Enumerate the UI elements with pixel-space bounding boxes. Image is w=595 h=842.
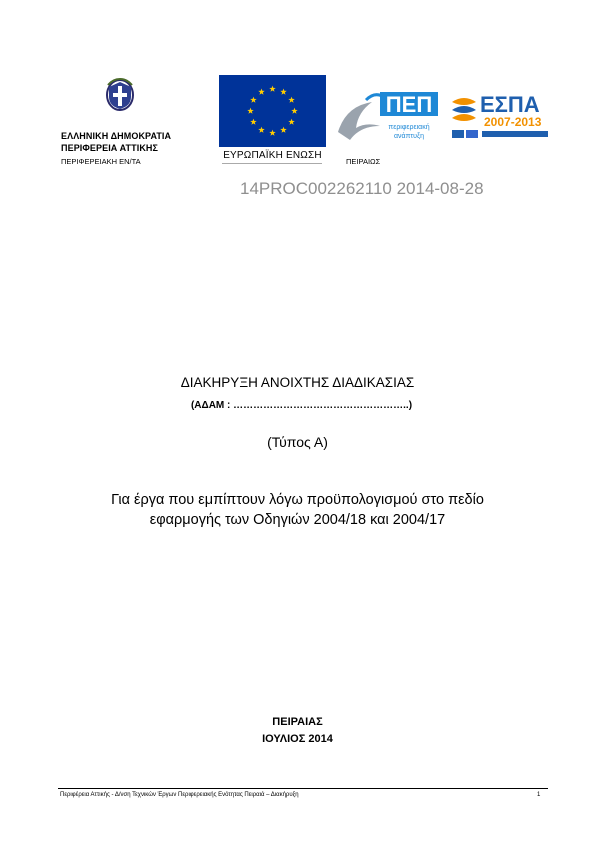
pep-logo [336, 88, 442, 144]
place: ΠΕΙΡΑΙΑΣ [272, 716, 323, 728]
pep-logo-text: ΠΕΠ [385, 92, 433, 117]
eu-star-icon [288, 97, 294, 103]
pep-tagline-line2: ανάπτυξη [393, 133, 425, 140]
subtitle-line2: εφαρμογής των Οδηγιών 2004/18 και 2004/17 [149, 512, 446, 528]
eu-star-icon [280, 89, 286, 95]
org-name-line2: ΠΕΡΙΦΕΡΕΙΑ ΑΤΤΙΚΗΣ [61, 143, 159, 153]
espa-logo [450, 88, 550, 140]
eu-star-icon [269, 86, 275, 92]
greek-emblem-logo [105, 77, 135, 111]
eu-star-icon [291, 108, 297, 114]
document-id: 14PROC002262110 2014-08-28 [240, 179, 484, 198]
eu-star-icon [258, 127, 264, 133]
date: ΙΟΥΛΙΟΣ 2014 [262, 733, 333, 745]
eu-star-icon [280, 127, 286, 133]
document-title: ΔΙΑΚΗΡΥΞΗ ΑΝΟΙΧΤΗΣ ΔΙΑΔΙΚΑΣΙΑΣ [180, 375, 415, 390]
eu-star-icon [288, 119, 294, 125]
eu-star-icon [250, 119, 256, 125]
adam-line: (ΑΔΑΜ : ……………………………………………..) [190, 400, 413, 411]
eu-label: ΕΥΡΩΠΑΪΚΗ ΕΝΩΣΗ [223, 150, 322, 161]
page-number: 1 [537, 792, 541, 798]
document-type: (Τύπος Α) [267, 434, 328, 450]
pep-tagline-line1: περιφερειακή [388, 124, 430, 131]
location-label: ΠΕΙΡΑΙΩΣ [346, 157, 381, 166]
org-unit: ΠΕΡΙΦΕΡΕΙΑΚΗ ΕΝ/ΤΑ [61, 157, 141, 166]
footer-divider [58, 788, 548, 789]
eu-star-icon [258, 89, 264, 95]
espa-years: 2007-2013 [484, 115, 542, 129]
org-name-line1: ΕΛΛΗΝΙΚΗ ΔΗΜΟΚΡΑΤΙΑ [61, 131, 172, 141]
eu-star-icon [269, 130, 275, 136]
subtitle-line1: Για έργα που εμπίπτουν λόγω προϋπολογισμού στο πεδίο [111, 492, 484, 508]
eu-flag-logo [219, 75, 326, 147]
eu-star-icon [250, 97, 256, 103]
footer-text: Περιφέρεια Αττικής - Δ/νση Τεχνικών Έργων Περιφερειακής Ενότητας Πειραιά – Διακήρυξη [60, 792, 299, 798]
eu-star-icon [247, 108, 253, 114]
eu-label-fineprint-line [222, 163, 322, 164]
espa-logo-text: ΕΣΠΑ [480, 92, 540, 117]
